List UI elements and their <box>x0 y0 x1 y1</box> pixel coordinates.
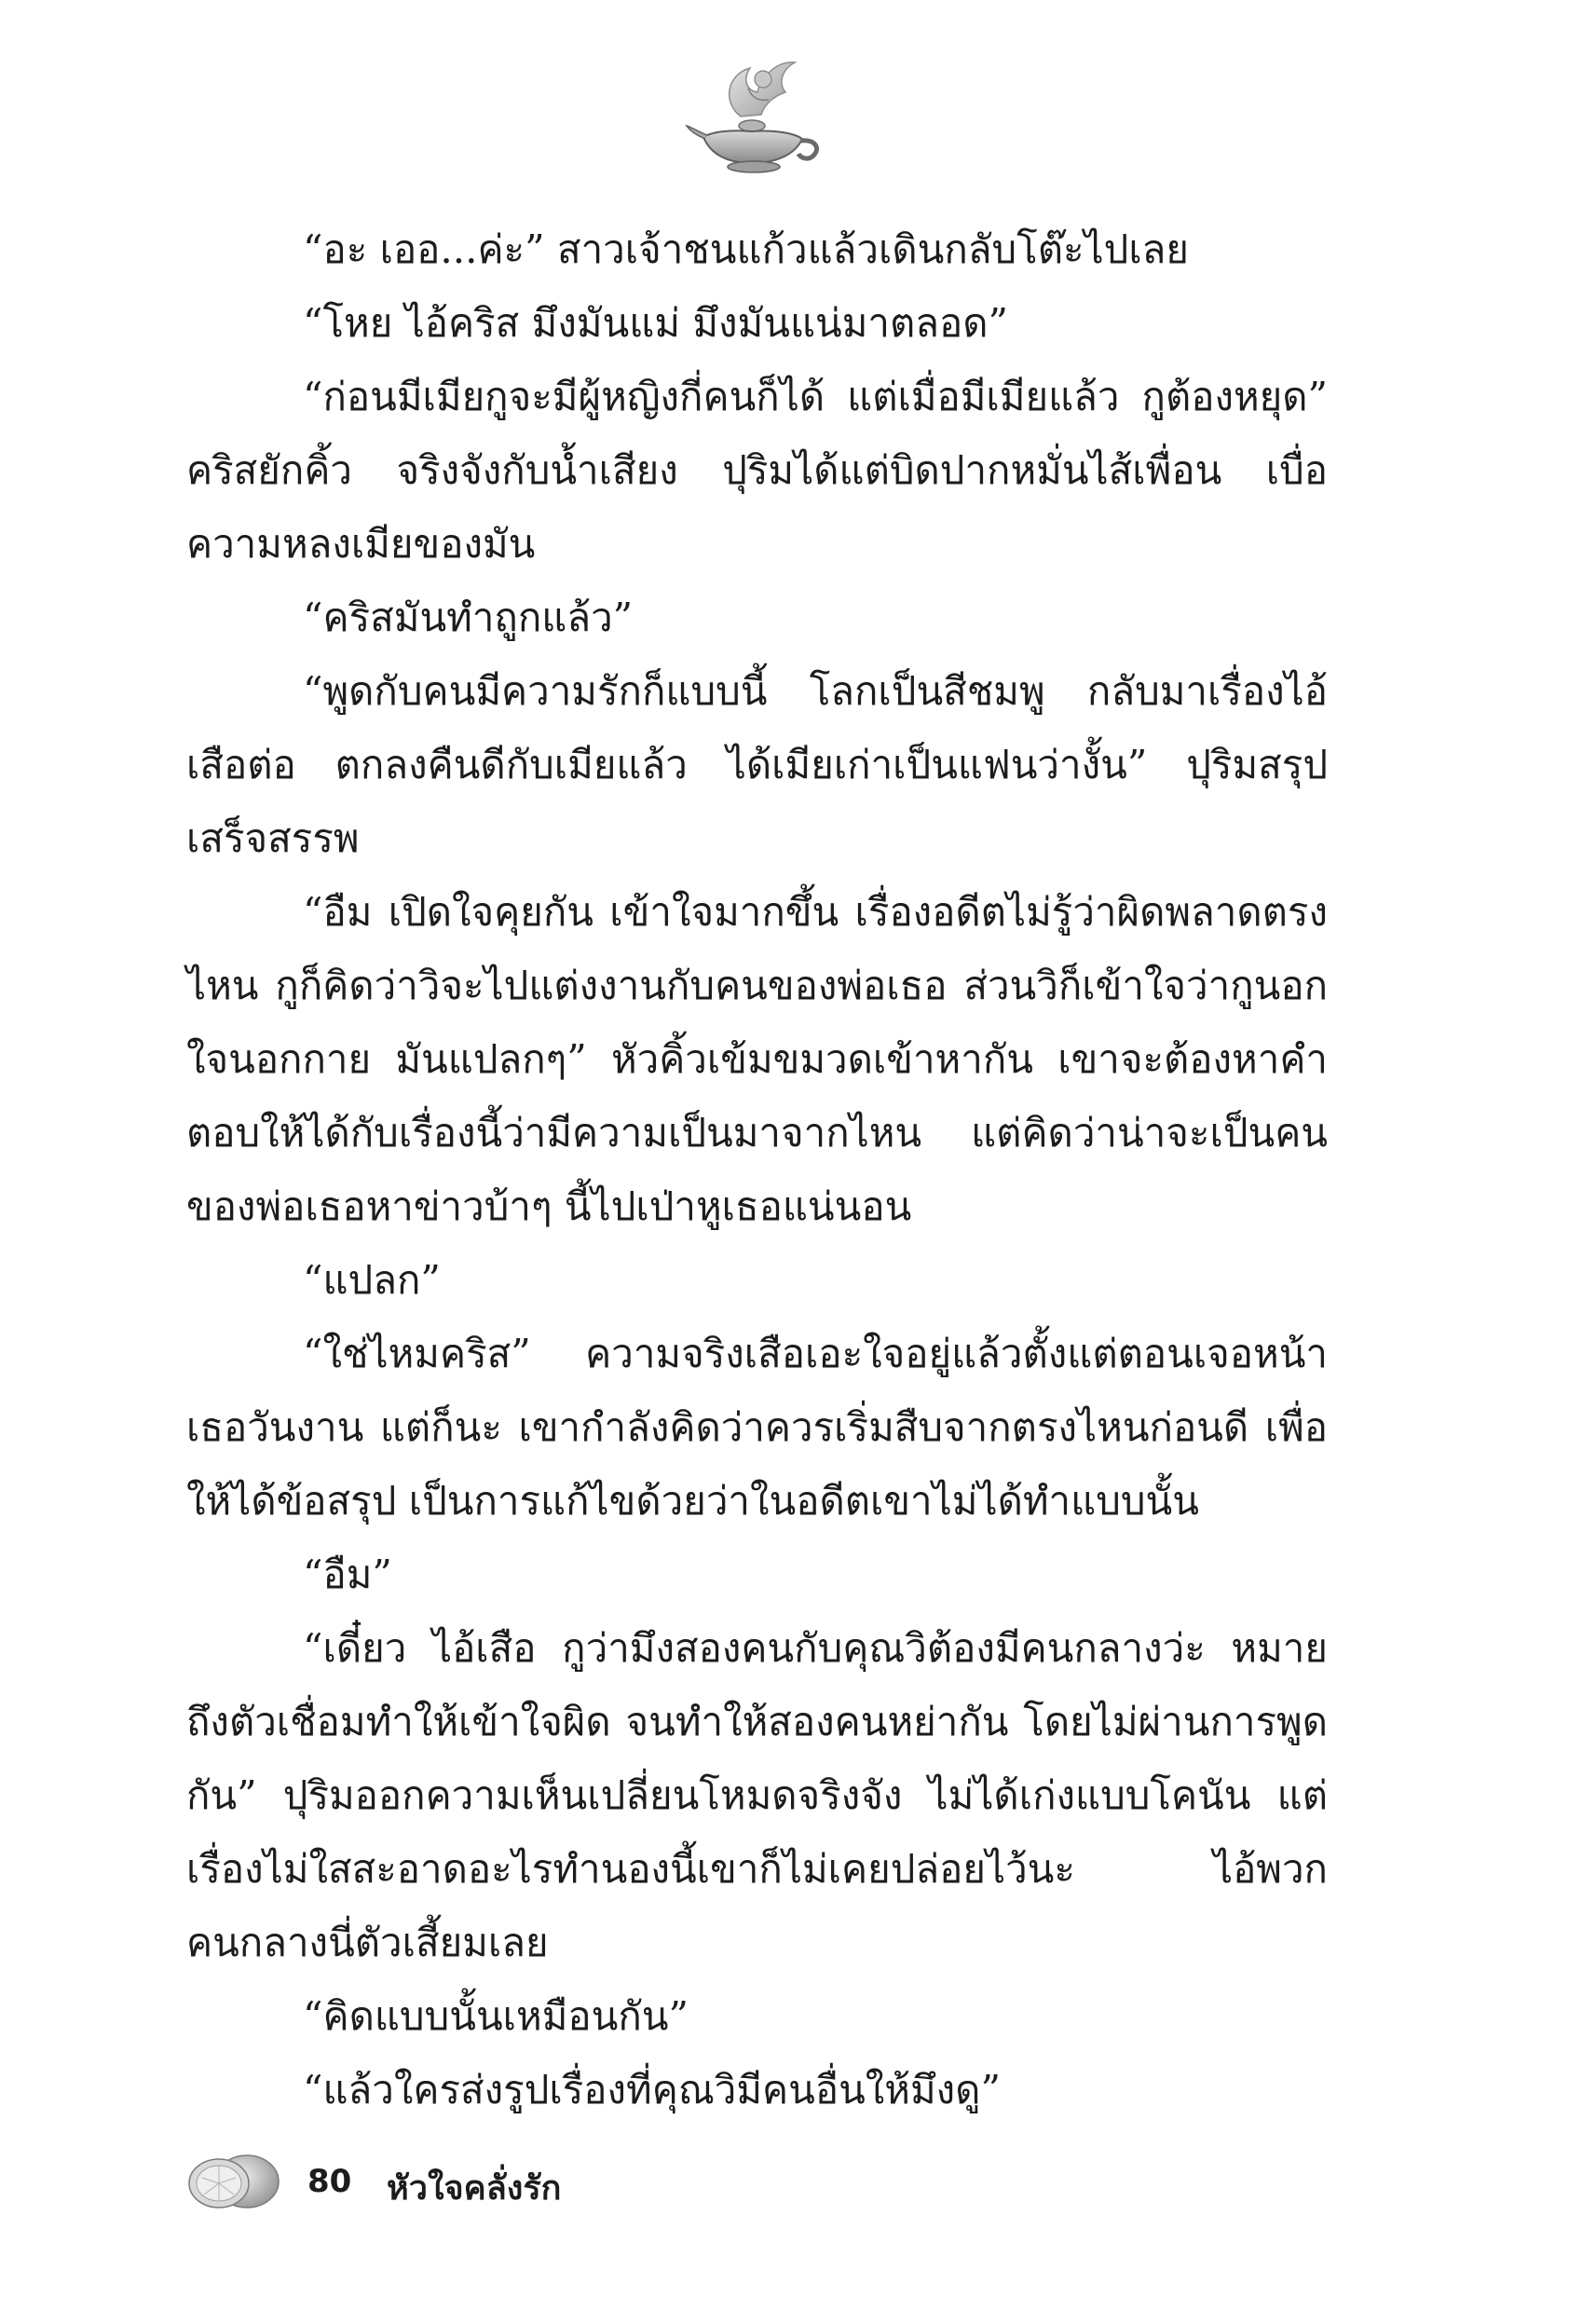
paragraph-10: “เดี๋ยว ไอ้เสือ กูว่ามึงสองคนกับคุณวิต้องมีคนกลางว่ะ หมายถึงตัวเชื่อมทำให้เข้าใจผิด จนทำให้สองคนหย่ากัน โดยไม่ผ่านการพูดกัน” ปุริมออกความเห็นเปลี่ยนโหมดจริงจัง ไม่ได้เก่งแบบโคนัน แต่เรื่องไม่ใสสะอาดอะไรทำนองนี้เขาก็ไม่เคยปล่อยไว้นะ ไอ้พวกคนกลางนี่ตัวเสี้ยมเลย <box>186 1625 1328 1965</box>
page-footer <box>182 2148 741 2222</box>
paragraph-11: “คิดแบบนั้นเหมือนกัน” <box>303 1993 689 2039</box>
paragraph-1: “อะ เออ...ค่ะ” สาวเจ้าชนแก้วแล้วเดินกลับโต๊ะไปเลย <box>303 226 1190 272</box>
page-number: 80 <box>307 2163 352 2200</box>
paragraph-12: “แล้วใครส่งรูปเรื่องที่คุณวิมีคนอื่นให้มึงดู” <box>303 2067 1001 2113</box>
book-title: หัวใจคลั่งรัก <box>387 2169 562 2208</box>
paragraph-5: “พูดกับคนมีความรักก็แบบนี้ โลกเป็นสีชมพู กลับมาเรื่องไอ้เสือต่อ ตกลงคืนดีกับเมียแล้ว ได้เมียเก่าเป็นแฟนว่างั้น” ปุริมสรุปเสร็จสรรพ <box>186 668 1328 861</box>
paragraph-9: “อืม” <box>303 1552 392 1597</box>
paragraph-8: “ใช่ไหมคริส” ความจริงเสือเอะใจอยู่แล้วตั้งแต่ตอนเจอหน้าเธอวันงาน แต่ก็นะ เขากำลังคิดว่าควรเริ่มสืบจากตรงไหนก่อนดี เพื่อให้ได้ข้อสรุป เป็นการแก้ไขด้วยว่าในอดีตเขาไม่ได้ทำแบบนั้น <box>186 1331 1328 1524</box>
citrus-fruit-icon <box>182 2148 284 2213</box>
genie-lamp-icon <box>685 51 825 177</box>
paragraph-3: “ก่อนมีเมียกูจะมีผู้หญิงกี่คนก็ได้ แต่เมื่อมีเมียแล้ว กูต้องหยุด” คริสยักคิ้ว จริงจังกับน้ำเสียง ปุริมได้แต่บิดปากหมั่นไส้เพื่อน เบื่อความหลงเมียของมัน <box>186 374 1328 567</box>
paragraph-2: “โหย ไอ้คริส มึงมันแม่ มึงมันแน่มาตลอด” <box>303 300 1008 346</box>
paragraph-4: “คริสมันทำถูกแล้ว” <box>303 595 634 640</box>
paragraph-6: “อืม เปิดใจคุยกัน เข้าใจมากขึ้น เรื่องอดีตไม่รู้ว่าผิดพลาดตรงไหน กูก็คิดว่าวิจะไปแต่งงานกับคนของพ่อเธอ ส่วนวิก็เข้าใจว่ากูนอกใจนอกกาย มันแปลกๆ” หัวคิ้วเข้มขมวดเข้าหากัน เขาจะต้องหาคำตอบให้ได้กับเรื่องนี้ว่ามีความเป็นมาจากไหน แต่คิดว่าน่าจะเป็นคนของพ่อเธอหาข่าวบ้าๆ นี้ไปเป่าหูเธอแน่นอน <box>186 889 1328 1229</box>
paragraph-7: “แปลก” <box>303 1257 441 1303</box>
body-text <box>186 212 1328 2126</box>
